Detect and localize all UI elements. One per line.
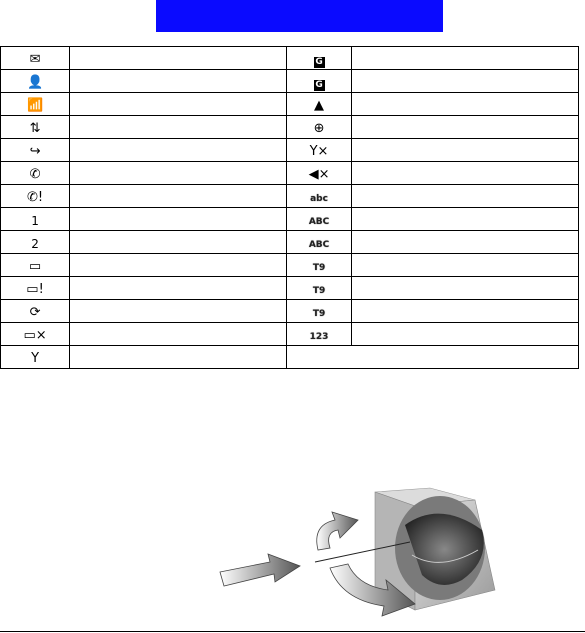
icon-description bbox=[70, 116, 287, 139]
call-forwarding-icon: ↪ bbox=[29, 144, 41, 159]
icon-description bbox=[70, 47, 287, 70]
icon-row bbox=[1, 277, 579, 300]
new-message-icon: ✉ bbox=[29, 52, 41, 67]
icon-description bbox=[70, 162, 287, 185]
icon-description bbox=[70, 254, 287, 277]
icon-description bbox=[351, 162, 578, 185]
call-hold-icon: ✆ bbox=[29, 167, 41, 182]
icon-description bbox=[351, 208, 578, 231]
icon-description bbox=[70, 70, 287, 93]
icon-description bbox=[351, 116, 578, 139]
icon-description bbox=[70, 300, 287, 323]
no-signal-icon: Y× bbox=[309, 144, 329, 159]
push-arrow bbox=[220, 554, 300, 586]
icon-description bbox=[70, 185, 287, 208]
icon-row bbox=[1, 300, 579, 323]
icon-description bbox=[351, 70, 578, 93]
icon-description bbox=[70, 139, 287, 162]
icon-description bbox=[351, 346, 578, 369]
battery-charging-icon: ⟳ bbox=[29, 305, 41, 320]
icon-row bbox=[1, 139, 579, 162]
icon-description bbox=[351, 277, 578, 300]
icon-row bbox=[1, 185, 579, 208]
icon-description bbox=[351, 139, 578, 162]
footer-rule bbox=[0, 631, 585, 632]
battery-low-icon: ▭! bbox=[26, 282, 44, 297]
icon-row bbox=[1, 116, 579, 139]
icon-row bbox=[1, 323, 579, 346]
icon-description bbox=[70, 231, 287, 254]
icon-description bbox=[351, 254, 578, 277]
icon-description bbox=[70, 208, 287, 231]
icon-row bbox=[1, 231, 579, 254]
icon-description bbox=[351, 47, 578, 70]
input-capitalized-icon: ABC bbox=[308, 216, 330, 227]
missed-call-icon: ✆! bbox=[27, 190, 44, 205]
icon-description bbox=[351, 93, 578, 116]
t9-capitalized-icon: T9 bbox=[312, 285, 326, 296]
icon-description bbox=[70, 277, 287, 300]
icon-row bbox=[1, 208, 579, 231]
signal-strength-icon: Y bbox=[31, 351, 40, 366]
numeric-input-icon: 123 bbox=[309, 331, 329, 342]
call-signal-icon: 📶 bbox=[26, 98, 44, 113]
status-icon-table bbox=[0, 46, 579, 369]
gprs-signal-icon: G bbox=[315, 79, 323, 90]
input-lowercase-icon: abc bbox=[310, 193, 328, 204]
data-connection-icon: ⇅ bbox=[29, 121, 41, 136]
gprs-available-icon: G bbox=[315, 56, 323, 67]
icon-row bbox=[1, 346, 579, 369]
icon-description bbox=[70, 346, 287, 369]
line-two-icon: 2 bbox=[31, 236, 39, 251]
roaming-icon: ▲ bbox=[314, 98, 325, 113]
line-one-icon: 1 bbox=[31, 213, 39, 228]
icon-row bbox=[1, 254, 579, 277]
ringer-off-icon: ◀× bbox=[308, 167, 330, 182]
icon-description bbox=[351, 231, 578, 254]
t9-uppercase-icon: T9 bbox=[312, 308, 326, 319]
icon-row bbox=[1, 70, 579, 93]
icon-description bbox=[351, 185, 578, 208]
icon-row bbox=[1, 162, 579, 185]
rotate-up-arrow bbox=[317, 512, 358, 550]
t9-lowercase-icon: T9 bbox=[312, 262, 326, 273]
battery-full-icon: ▭ bbox=[28, 259, 42, 274]
icon-description bbox=[351, 323, 578, 346]
icon-row bbox=[1, 47, 579, 70]
contact-icon: 👤 bbox=[26, 75, 44, 90]
icon-description bbox=[351, 300, 578, 323]
sync-error-icon: ⊕ bbox=[313, 121, 325, 136]
icon-row bbox=[1, 93, 579, 116]
jog-dial-illustration bbox=[200, 480, 500, 620]
input-uppercase-icon: ABC bbox=[308, 239, 330, 250]
icon-description bbox=[70, 323, 287, 346]
no-battery-icon: ▭× bbox=[23, 328, 47, 343]
title-banner bbox=[156, 0, 443, 32]
icon-description bbox=[70, 93, 287, 116]
